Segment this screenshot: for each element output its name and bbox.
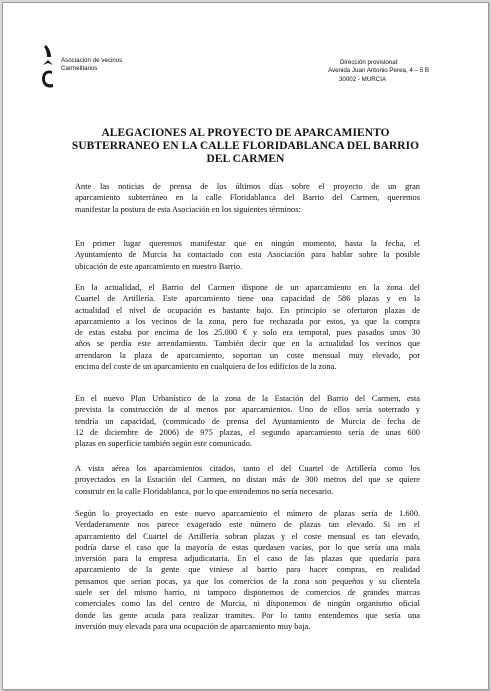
paragraph-line: arrendaron la plaza de aparcamiento, soportan un coste mensual muy elevado, por: [75, 350, 420, 360]
paragraph-line: Verdaderamente nos parece exagerado este número de plazas tan elevado. Si en el: [75, 520, 420, 530]
paragraph-line: ubicación de este aparcamiento en nuestro Barrio.: [75, 261, 243, 271]
organization-name: [61, 57, 122, 73]
org-line: Asociación de vecinos: [61, 57, 123, 64]
org-line: Carmelitanos: [61, 65, 98, 72]
paragraph-line: inversión para la empresa adjudicataria. En el caso de las plazas que quedaría para: [75, 554, 420, 564]
title-line: SUBTERRANEO EN LA CALLE FLORIDABLANCA DEL BARRIO: [71, 140, 420, 152]
address-line: Dirección provisional:: [339, 59, 399, 66]
paragraph-line: Según lo proyectado en este nuevo aparcamiento el número de plazas sería de 1.600.: [75, 509, 420, 518]
paragraph-line: aparcamiento del Cuartel de Artillería sobran plazas y el coste mensual es tan elevado,: [75, 531, 420, 541]
paragraph-aerial-view: [75, 463, 420, 497]
provisional-address: [328, 59, 429, 84]
paragraph-line: aparcamiento subterráneo en la calle Floridablanca del Barrio del Carmen, queremos: [75, 193, 420, 203]
paragraph-line: En el nuevo Plan Urbanístico de la zona de la Estación del Barrio del Carmen, esta: [75, 394, 420, 403]
paragraph-line: comerciales como las del centro de Murcia, ni disponemos de ningún organismo oficial: [75, 599, 420, 609]
paragraph-line: inversión muy elevada para una ocupación de aparcamiento muy baja.: [75, 621, 311, 631]
paragraph-line: de estas estaba por encima de los 25.000 € y solo era temporal, pues pasados unos 30: [75, 328, 420, 338]
paragraph-urban-plan: [75, 393, 420, 449]
address-line: 30002 - MURCIA: [338, 75, 387, 83]
paragraph-line: plazas en superficie también según este comunicado.: [75, 439, 252, 449]
paragraph-line: 12 de diciembre de 2006) de 975 plazas, el segundo aparcamiento sería de unas 600: [75, 427, 420, 437]
paragraph-line: encima del coste de un aparcamiento en cualquiera de los edificios de la zona.: [75, 362, 337, 372]
paragraph-line: Ayuntamiento de Murcia ha contactado con esta Asociación para hablar sobre la posible: [75, 250, 420, 260]
paragraph-line: podría darse el caso que la mayoría de estas quedasen vacías, por lo que sería una mala: [75, 542, 420, 552]
paragraph-line: suele ser del mismo barrio, ni tampoco disponemos de comercios de grandes marcas: [75, 588, 420, 598]
paragraph-line: manifestar la postura de esta Asociación en los siguientes términos:: [75, 204, 301, 214]
paragraph-line: construir en la calle Floridablanca, por lo que entendemos no sería necesario.: [75, 486, 334, 496]
association-logo: [41, 43, 55, 91]
title-line: ALEGACIONES AL PROYECTO DE APARCAMIENTO: [101, 127, 390, 139]
paragraph-line: A vista aérea los aparcamientos citados, tanto el del Cuartel de Artillería como los: [75, 464, 420, 473]
document-title: [63, 127, 428, 166]
paragraph-line: donde las gente acuda para realizar tramites. Por lo tanto entendemos que sería una: [75, 610, 420, 620]
paragraph-line: Cuartel de Artillería. Este aparcamiento tiene una capacidad de 586 plazas y en la: [75, 294, 420, 304]
paragraph-current-parking: [75, 282, 420, 372]
paragraph-first-place: [75, 238, 420, 272]
paragraph-line: En la actualidad, el Barrio del Carmen dispone de un aparcamiento en la zona del: [75, 283, 420, 292]
title-line: DEL CARMEN: [206, 153, 285, 165]
paragraph-line: aparcamiento de la gente que viniese al barrio para hacer compras, en realidad: [75, 565, 420, 575]
document-page: [2, 2, 489, 690]
paragraph-capacity: [75, 508, 420, 632]
paragraph-line: actualidad el nivel de ocupación es bastante bajo. En principio se ofertaron plazas de: [75, 305, 420, 315]
paragraph-line: En primer lugar queremos manifestar que en ningún momento, hasta la fecha, el: [75, 239, 420, 248]
paragraph-intro: [75, 181, 420, 215]
address-line: Avenida Juan Antonio Perea, 4 – 5 B: [327, 67, 429, 75]
paragraph-line: prevista la construcción de al menos por aparcamientos. Uno de ellos sería soterrado y: [75, 405, 420, 415]
paragraph-line: pensamos que serían pocas, ya que los comercios de la zona son pequeños y su clientela: [75, 576, 420, 586]
paragraph-line: aparcamiento a los vecinos de la zona, pero fue rechazada por estos, ya que la compra: [75, 316, 420, 326]
paragraph-line: tendría un capacidad, (commicado de prensa del Ayuntamiento de Murcia de fecha de: [75, 416, 420, 426]
paragraph-line: años se perdía este arrendamiento. También decir que en la actualidad los vecinos que: [75, 339, 420, 349]
paragraph-line: Ante las noticias de prensa de los últimos días sobre el proyecto de un gran: [75, 182, 420, 191]
paragraph-line: proyectados en la Estación del Carmen, no distan más de 300 metros del que se quiere: [75, 475, 420, 485]
